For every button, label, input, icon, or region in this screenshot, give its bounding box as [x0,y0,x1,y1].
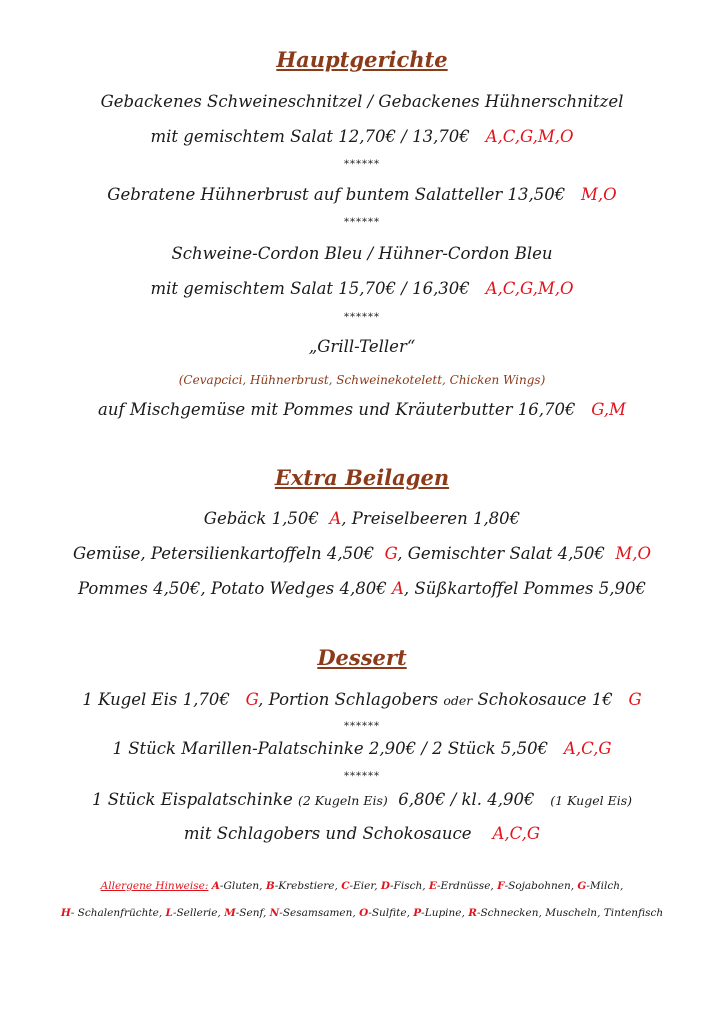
dish-grill-line2 [0,400,724,419]
side-suesskartoffel: , Süßkartoffel Pommes 5,90€ [403,579,646,598]
allergen-code: G [577,880,587,892]
dish-schnitzel-line2 [0,127,724,146]
separator: ****** [344,771,380,782]
side-gebaeck: Gebäck 1,50€ [203,509,319,528]
sides-row-1 [0,509,724,528]
dessert-schlagobers: , Portion Schlagobers [258,690,439,709]
dessert-eispalatschinke-line2 [0,824,724,843]
dessert-schokosauce-line: mit Schlagobers und Schokosauce [183,824,472,843]
side-pommes: Pommes 4,50€, Potato Wedges 4,80€ [78,579,387,598]
side-preiselbeeren: , Preiselbeeren 1,80€ [341,509,521,528]
allergen-desc: -Erdnüsse [436,880,491,892]
side-gemischter-salat: , Gemischter Salat 4,50€ [397,544,605,563]
allergen-code: N [269,907,280,919]
dish-cordon-line1: Schweine-Cordon Bleu / Hühner-Cordon Bleu [171,244,553,263]
allergen-desc: -Krebstiere [274,880,335,892]
dish-schnitzel-price: mit gemischtem Salat 12,70€ / 13,70€ [150,127,470,146]
dessert-eis-text: 1 Kugel Eis 1,70€ [82,690,230,709]
allergen-codes: A,C,G [563,739,612,758]
allergen-desc: -Lupine [421,907,462,919]
dish-schnitzel-line1: Gebackenes Schweineschnitzel / Gebackenes Hühnerschnitzel [100,92,624,111]
dish-grill-name: „Grill-Teller“ [308,337,416,356]
dessert-eispalatschinke-text: 1 Stück Eispalatschinke [92,790,293,809]
allergen-code: M [224,907,236,919]
allergen-codes: M,O [615,544,652,563]
allergen-desc: - Schalenfrüchte [70,907,159,919]
allergen-codes: M,O [581,185,617,204]
dish-grill-price: auf Mischgemüse mit Pommes und Kräuterbutter 16,70€ [98,400,576,419]
allergen-codes: G [384,544,398,563]
allergen-codes: A,C,G,M,O [485,127,574,146]
sides-row-2 [0,544,724,563]
allergen-legend-line2: H- Schalenfrüchte, L-Sellerie, M-Senf, N-Sesamsamen, O-Sulfite, P-Lupine, R-Schnecken, Muscheln, Tintenfisch [60,907,664,919]
heading-extra-beilagen: Extra Beilagen [274,465,450,490]
allergen-codes: G [628,690,642,709]
allergen-codes: A,C,G [492,824,541,843]
allergen-code: R [468,907,477,919]
dessert-eis [0,690,724,709]
allergen-codes: A,C,G,M,O [485,279,574,298]
dessert-marillen-text: 1 Stück Marillen-Palatschinke 2,90€ / 2 Stück 5,50€ [112,739,549,758]
dish-cordon-price: mit gemischtem Salat 15,70€ / 16,30€ [150,279,470,298]
heading-dessert: Dessert [317,645,407,670]
separator: ****** [344,312,380,323]
allergen-code: P [413,907,422,919]
allergen-desc: -Eier [349,880,375,892]
dish-grill-details: (Cevapcici, Hühnerbrust, Schweinekotelett, Chicken Wings) [178,373,546,387]
dessert-eispalatschinke-note: (2 Kugeln Eis) [297,793,388,808]
allergen-code: H [60,907,71,919]
dessert-schokosauce: Schokosauce 1€ [477,690,613,709]
allergen-desc: -Sellerie [172,907,218,919]
allergen-desc: -Schnecken, Muscheln, Tintenfisch [476,907,664,919]
allergen-codes: A [391,579,404,598]
allergen-desc: -Milch, [586,880,624,892]
allergen-code: E [428,880,437,892]
heading-hauptgerichte: Hauptgerichte [276,47,448,72]
allergen-code: O [359,907,369,919]
allergen-code: D [380,880,390,892]
dessert-eispalatschinke-price: 6,80€ / kl. 4,90€ [398,790,535,809]
allergen-desc: -Senf [235,907,263,919]
allergen-desc: -Gluten [219,880,260,892]
separator: ****** [344,217,380,228]
dessert-eispalatschinke-note-small: (1 Kugel Eis) [550,793,632,808]
allergen-codes: G [245,690,259,709]
allergen-code: C [341,880,350,892]
allergen-code: B [265,880,275,892]
dish-cordon-line2 [0,279,724,298]
separator: ****** [344,721,380,732]
allergen-codes: G,M [591,400,626,419]
allergen-codes: A [329,509,342,528]
dessert-eispalatschinke [0,790,724,809]
dish-huehnerbrust-text: Gebratene Hühnerbrust auf buntem Salatteller 13,50€ [107,185,566,204]
side-gemuese: Gemüse, Petersilienkartoffeln 4,50€ [72,544,375,563]
allergen-legend-line1: Allergene Hinweise: A-Gluten, B-Krebstiere, C-Eier, D-Fisch, E-Erdnüsse, F-Sojabohnen, G-Milch, [100,880,624,892]
sides-row-3 [0,579,724,598]
separator: ****** [344,159,380,170]
allergen-code: A [211,880,220,892]
dessert-oder: oder [443,693,473,708]
allergen-code: L [165,907,173,919]
allergen-desc: -Sulfite [368,907,407,919]
dessert-marillen [0,739,724,758]
allergen-legend-label: Allergene Hinweise: [100,880,209,892]
allergen-desc: -Sesamsamen [279,907,353,919]
allergen-code: F [497,880,505,892]
dish-huehnerbrust [0,185,724,204]
allergen-desc: -Sojabohnen [504,880,571,892]
allergen-desc: -Fisch [390,880,423,892]
